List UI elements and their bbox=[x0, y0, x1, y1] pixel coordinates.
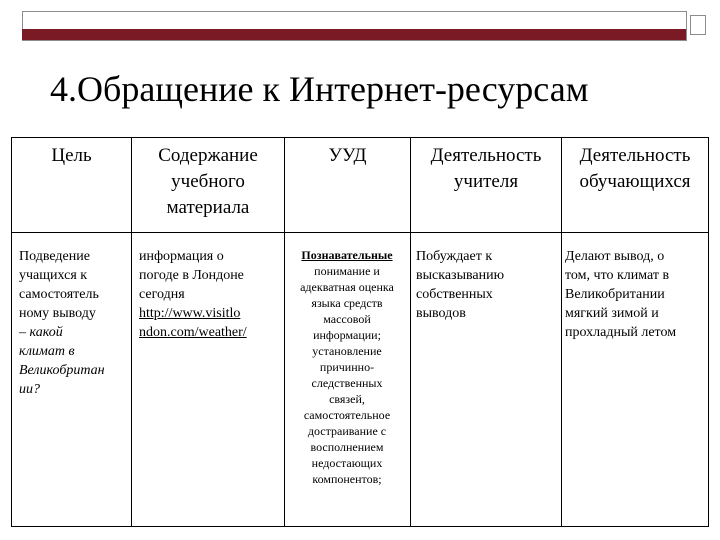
goal-question: какой климат в Великобритан ии? bbox=[19, 325, 105, 397]
header-student-activity: Деятельность обучающихся bbox=[579, 145, 691, 192]
goal-text: Подведение учащихся к самостоятель ному выводу – bbox=[19, 249, 99, 340]
header-teacher-activity: Деятельность учителя bbox=[430, 145, 542, 192]
header-uud: УУД bbox=[328, 145, 367, 166]
cell-uud bbox=[284, 247, 410, 487]
column-divider bbox=[561, 137, 562, 527]
table-bottom-border bbox=[11, 526, 709, 527]
header-divider bbox=[11, 232, 709, 233]
column-divider bbox=[410, 137, 411, 527]
table-right-border bbox=[708, 137, 709, 527]
weather-link[interactable]: http://www.visitlo ndon.com/weather/ bbox=[139, 306, 247, 340]
lesson-table bbox=[11, 137, 709, 527]
cell-student-activity: Делают вывод, о том, что климат в Великобритании мягкий зимой и прохладный летом bbox=[565, 249, 677, 340]
header-goal: Цель bbox=[51, 145, 92, 166]
cell-goal bbox=[19, 247, 131, 399]
table-top-border bbox=[11, 137, 709, 138]
cell-teacher-activity: Побуждает к высказыванию собственных выводов bbox=[416, 249, 505, 321]
decorative-inner-square bbox=[690, 15, 706, 35]
uud-text: понимание и адекватная оценка языка средств массовой информации; установление причинно- следственных связей, самостоятельное достраивание с восполнением недостающих компонентов; bbox=[300, 264, 394, 486]
slide-title: 4.Обращение к Интернет-ресурсам bbox=[50, 69, 589, 109]
uud-heading: Познавательные bbox=[301, 248, 393, 262]
accent-strip bbox=[22, 29, 710, 40]
cell-content bbox=[139, 247, 284, 342]
header-content: Содержание учебного материала bbox=[158, 145, 258, 218]
content-text: информация о погоде в Лондоне сегодня bbox=[139, 249, 244, 302]
table-left-border bbox=[11, 137, 12, 527]
